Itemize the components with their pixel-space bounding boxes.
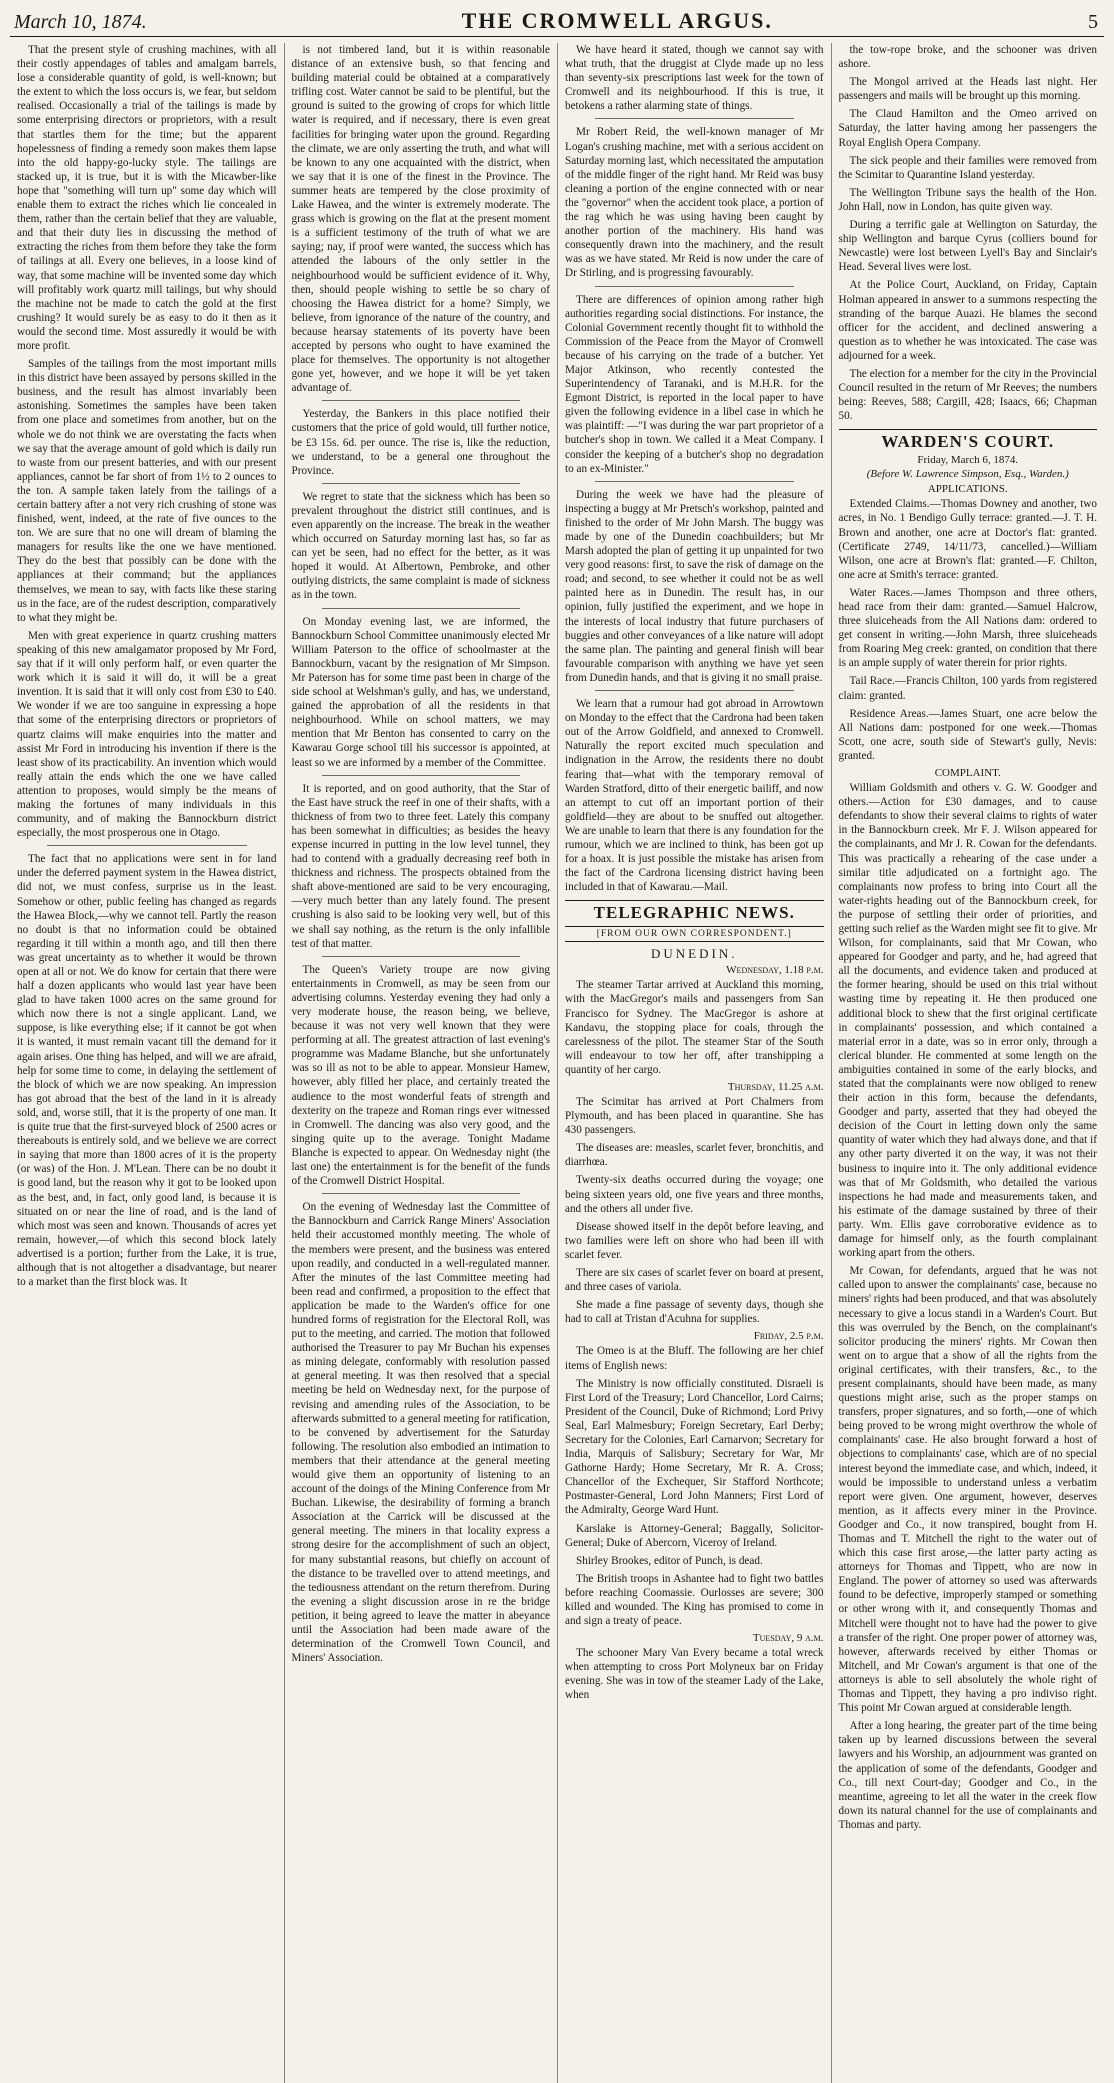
- telegraph-paragraph: The Scimitar has arrived at Port Chalmers from Plymouth, and has been placed in quarantine. She has 430 passengers.: [565, 1096, 824, 1137]
- column-rule: [322, 1193, 521, 1194]
- section-rule: [839, 429, 1098, 430]
- article-paragraph: The Queen's Variety troupe are now giving entertainments in Cromwell, as may be seen from our advertising columns. Yesterday evening they had only a very moderate house, the reason being, we believe, because it was not very well known that they were performing at all. The greatest attraction of last evening's programme was Madame Blanche, but she unfortunately was so ill as not to be able to appear. Monsieur Hamew, however, ably filled her place, and certainly treated the audience to the most wonderful feats of strength and dexterity on the trapeze and Roman rings ever witnessed in Cromwell. The dancing was also very good, and the singing quite up to the average. Tonight Madame Blanche is expected to appear. On Wednesday night (the last one) the entertainment is for the benefit of the funds of the Cromwell District Hospital.: [291, 963, 550, 1188]
- article-paragraph: On the evening of Wednesday last the Committee of the Bannockburn and Carrick Range Miners' Association held their accustomed monthly meeting. The whole of the members were present, and the business was entered upon readily, and conducted in a well-regulated manner. After the minutes of the last Committee meeting had been read and confirmed, a proposition to the effect that application be made to the Warden's office for one hundred forms of registration for the Electoral Roll, was put to the meeting, and carried. The motion that followed authorised the Treasurer to pay Mr Buchan his expenses as mining delegate, conformably with resolution passed at general meeting. It was then resolved that a special meeting be held on Wednesday next, for the purpose of revising and amending rules of the Association, to be afterwards submitted to a general meeting for ratification, to be convened by advertisement for the Saturday following. The resolution also embodied an intimation to members that their attendance at the general meeting would give them an opportunity of listening to an account of the doings of the Mining Conference from Mr Buchan. Likewise, the desirability of forming a branch Association at the Carrick will be discussed at the general meeting. The miners in that locality express a strong desire for the accomplishment of such an object, for many substantial reasons, but chiefly on account of the distance to be travelled over to attend meetings, and the tediousness attendant on the return therefrom. During the evening a slight discussion arose in re the bridge petition, it being agreed to leave the matter in abeyance until the Association had been made aware of the determination of the Cromwell Town Council, and Miners' Association.: [291, 1201, 550, 1665]
- article-paragraph: It is reported, and on good authority, that the Star of the East have struck the reef in one of their shafts, with a thickness of from two to three feet. Lately this company has been somewhat in difficulties; as besides the heavy expense incurred in putting in the low level tunnel, they had to contend with a gradually decreasing reef both in thickness and richness. The prospects obtained from the shaft above-mentioned are said to be very encouraging,—very much better than any lately found. The present crushing is also said to be looking very well, but of this we shall say nothing, as the return is the only infallible test of that matter.: [291, 782, 550, 950]
- telegraph-paragraph: The Claud Hamilton and the Omeo arrived on Saturday, the latter having among her passengers the Royal English Opera Company.: [838, 108, 1097, 149]
- article-paragraph: Mr Robert Reid, the well-known manager of Mr Logan's crushing machine, met with a serious accident on Saturday morning last, which necessitated the amputation of the middle finger of the right hand. Mr Reid was busy cleaning a portion of the engine connected with or near the "governor" when the accident took place, a portion of the rag which he was using having been caught by another portion of the machinery. His hand was consequently drawn into the machinery, and the result was as we have stated. Mr Reid is now under the care of Dr Stirling, and is progressing favourably.: [565, 126, 824, 280]
- wardens-court-date: Friday, March 6, 1874.: [917, 454, 1019, 467]
- article-paragraph: On Monday evening last, we are informed, the Bannockburn School Committee unanimously elected Mr William Paterson to the office of schoolmaster at the Bannockburn, vacant by the resignation of Mr Simpson. Mr Paterson has for some time past been in charge of the side school at Welshman's gully, and has, we understand, gained the approbation of all the residents in that neighbourhood. While on school matters, we may mention that Mr Benton has consented to carry on the Kawarau Gorge school till his successor is appointed, at least so we are informed by a member of the Committee.: [291, 615, 550, 769]
- columns: [10, 43, 1104, 2083]
- court-paragraph: After a long hearing, the greater part of the time being taken up by learned discussions between the several lawyers and his Worship, an adjournment was granted on the application of some of the defendants, Goodger and Co., till next Court-day; Goodger and Co., in the meantime, agreeing to let all the water in the creek flow down its natural channel for the use of complainants and Thomas and party.: [838, 1720, 1097, 1831]
- telegraphic-dateline: DUNEDIN.: [651, 946, 738, 962]
- masthead: [10, 6, 1104, 37]
- masthead-title: THE CROMWELL ARGUS.: [461, 8, 773, 33]
- court-paragraph: Mr Cowan, for defendants, argued that he was not called upon to answer the complainants' case, because no miners' rights had been produced, and that was absolutely necessary to give a locus standi in a Warden's Court. But this was overruled by the Bench, on the complainant's solicitor producing the miners' rights. Mr Cowan then went on to argue that a show of all the rights from the original certificates, with their transfers, &c., to the present complainants, should have been made, as many questions might arise, such as the proper stamps on transfers, proper signatures, and so forth,—one of which being proved to be wrong might overthrow the whole of complainants' case. He also brought forward a host of objections to complainants' case, which are of no special interest beyond the immediate case, and which, indeed, it would be impossible to understand unless a verbatim report were given. One argument, however, deserves mention, as it affects every miner in the Province. Goodger and Co., it now transpired, bought from H. Thomas and T. Mitchell the right to the water out of which this case first arose,—the latter party acting as attorneys for Thomas and Tippett, who are now in England. The power of attorney so used was afterwards found to be defective, improperly stamped or something or other wrong with it, and consequently Thomas and Mitchell were thought not to have had the power to give a transfer of the right. One proper power of attorney was, however, afterwards received by either Thomas or Mitchell, and Mr Cowan's argument is that one of the attorneys is able to sell absolutely the whole right of Thomas and Tippett, they having a pro indiviso right. This point Mr Cowan argued at considerable length.: [838, 1265, 1097, 1715]
- column-rule: [322, 608, 521, 609]
- column-rule: [595, 286, 794, 287]
- wardens-court-title: WARDEN'S COURT.: [881, 432, 1055, 452]
- column-rule: [322, 400, 521, 401]
- article-paragraph: There are differences of opinion among rather high authorities regarding social distinctions. For instance, the Colonial Government recently thought fit to withhold the Commission of the Peace from the Mayor of Cromwell because of his carrying on the trade of a butcher. Yet Major Atkinson, who recently contested the Superintendency of Taranaki, and is M.H.R. for the Egmont District, is reported in the local paper to have given the following evidence in a libel case in which he was plaintiff: —"I was during the war part proprietor of a butcher's shop in town. We called it a Meat Company. I consider the keeping of a butcher's shop no degradation to an ex-Minister.": [565, 293, 824, 475]
- court-paragraph: Residence Areas.—James Stuart, one acre below the All Nations dam: postponed for one week.—Thomas Scott, one acre, south side of Stewart's gully, Nevis: granted.: [838, 707, 1097, 762]
- telegraph-paragraph: There are six cases of scarlet fever on board at present, and three cases of variola.: [565, 1267, 824, 1294]
- telegraph-paragraph: Disease showed itself in the depôt before leaving, and two families were left on shore who had been ill with scarlet fever.: [565, 1220, 824, 1261]
- article-paragraph: is not timbered land, but it is within reasonable distance of an extensive bush, so that fencing and building material could be obtained at a comparatively trifling cost. Water cannot be said to be plentiful, but the ground is suited to the growing of crops for which little water is required, and if necessary, there is even great facilities for bringing water upon the ground. Regarding the climate, we are only asserting the truth, and what will be known to any one acquainted with the district, when we say that it is one of the finest in the Province. The summer heats are tempered by the close proximity of Lake Hawea, and the winter is extremely moderate. The grass which is growing on the flat at the present moment is a sufficient testimony of the truth of what we are saying; nay, if proof were wanted, the success which has attended the labours of the only settler in the neighbourhood would be sufficient evidence of it. Why, then, should people wishing to settle be so chary of choosing the Hawea district for a home? Simply, we believe, from ignorance of the nature of the country, and because hearsay statements of its poverty have been accepted by persons who ought to have examined the place for themselves. The opportunity is not altogether gone yet, however, and we hope it will be yet taken advantage of.: [291, 44, 550, 395]
- article-paragraph: Yesterday, the Bankers in this place notified their customers that the price of gold would, till further notice, be £3 15s. 6d. per ounce. The rise is, like the reduction, we understand, to be a general one throughout the Province.: [291, 408, 550, 477]
- telegraph-paragraph: The Mongol arrived at the Heads last night. Her passengers and mails will be brought up this morning.: [838, 76, 1097, 103]
- article-paragraph: During the week we have had the pleasure of inspecting a buggy at Mr Pretsch's workshop, painted and finished to the order of Mr John Marsh. The buggy was made by one of the Dunedin coachbuilders; but Mr Marsh adopted the plan of getting it up unpainted for two very good reasons: first, to save the risk of damage on the road; and second, to see whether it could not be as well painted here as in Dunedin. The result has, in our opinion, fully justified the experiment, and we hope in the interests of local industry that future purchasers of buggies and other conveyances of a like nature will adopt the same plan. The painting and general finish will bear favourable comparison with anything we have yet seen from Dunedin hands, and that is giving it no small praise.: [565, 488, 824, 684]
- column-rule: [595, 690, 794, 691]
- column-rule: [595, 118, 794, 119]
- court-paragraph: Tail Race.—Francis Chilton, 100 yards from registered claim: granted.: [838, 675, 1097, 702]
- wardens-court-before: (Before W. Lawrence Simpson, Esq., Warden.): [866, 468, 1069, 481]
- court-paragraph: William Goldsmith and others v. G. W. Goodger and others.—Action for £30 damages, and to cause defendants to show their several claims to rights of water in the Bannockburn creek. Mr F. J. Wilson appeared for the complainants, and Mr J. R. Cowan for the defendants. This was practically a rehearing of the case under a similar title adjudicated on a fortnight ago. The complainants now profess to bring into Court all the water-rights heading out of the Bannockburn creek, for the purpose of settling their order of priorities, and getting such relief as the Warden might see fit to give. Mr Wilson, for complainants, said that Mr Cowan, who appeared for Goodger and party, and he, had agreed that all the documents, and evidence taken and produced at the former hearing, should be used on this trial without wasting time by repeating it. He then produced one additional block to shew that the first original certificate in complainants' possession, and which contained a material error in a date, was so in error only, through a clerical blunder. He commented at some length on the ambiguities contained in some of the early blocks, and stated that the complainants were now obliged to renew their action in this form, because the defendants, Goodger and party, asserted that they had obeyed the decision of the Court in letting down only the same quantity of water which they had always done, and that if any other party diverted it on the way, it was not their business to inquire into it. The only additional evidence was that of Mr Goldsmith, who detailed the various inspections he had made and measurements taken, and his estimate of the damage sustained by three of their party. Wm. Ellis gave corroborative evidence as to damage for himself only, as the fourth complainant working apart from the others.: [838, 782, 1097, 1260]
- article-paragraph: Men with great experience in quartz crushing matters speaking of this new amalgamator proposed by Mr Ford, say that if it will only perform half, or even quarter the work which it is said it will do, it will be a great invention. It is said that it will only cost from £30 to £40. We wonder if we are too sanguine in expressing a hope that some of the enterprising directors or proprietors of quartz claims will make enquiries into the matter and assist Mr Ford in introducing his invention if there is the least show of its practicability. An invention which would really attain the ends which the one we have called attention to proposes, would simply be the means of making the fortunes of many individuals in this community, and of making the Bannockburn district especially, the most prosperous one in Otago.: [17, 629, 277, 840]
- column-rule: [47, 845, 247, 846]
- column-rule: [322, 483, 521, 484]
- telegraphic-time: Tuesday, 9 a.m.: [752, 1632, 824, 1645]
- page-number: 5: [1087, 11, 1098, 33]
- article-paragraph: The fact that no applications were sent in for land under the deferred payment system in the Hawea district, did not, we must confess, surprise us in the least. Somehow or other, public feeling has changed as regards the Hawea Block,—why we cannot tell. Partly the reason no doubt is that no information could be obtained regarding it till within a month ago, and till then there was great uncertainty as to whether it would be thrown open at all or not. We do know for certain that there were half a dozen applicants who would last year have been glad to have taken 1000 acres on the same ground for which now there is not a single applicant. Land, we suppose, is like everything else; if it cannot be got when it is wanted, it must remain vacant till the demand for it again arises. One thing has helped, and will we are afraid, help for some time to come, in delaying the settlement of the block of which we are now speaking. An impression has got abroad that the best of the land in it is already sold, and, worse still, that it is the property of one man. It is quite true that the first-surveyed block of 2500 acres or thereabouts is entirely sold, and we believe we are correct in saying that more than 1800 acres of it is the property (or was) of the Hon. J. M'Lean. There can be no doubt it is good land, but the reason why it got to be looked upon as the best, and, in fact, only good land, is because it is situated on or near the line of road, and is the land of which most was seen and known. Thousands of acres yet remain, however,—of which this second block lately advertised is a portion; further from the Lake, it is true, although that is not altogether a disadvantage, but nearer to a market than the first block was. It: [17, 853, 277, 1289]
- telegraph-paragraph: Karslake is Attorney-General; Baggally, Solicitor-General; Duke of Abercorn, Viceroy of Ireland.: [565, 1522, 824, 1549]
- article-paragraph: We regret to state that the sickness which has been so prevalent throughout the district still continues, and is even apparently on the increase. The break in the weather which occurred on Saturday morning last has, so far as can yet be seen, had no effect for the better, as it was hoped it would. At Albertown, Pembroke, and other outlying districts, the same complaint is made of sickness as in the town.: [291, 490, 550, 602]
- telegraph-paragraph: The Wellington Tribune says the health of the Hon. John Hall, now in London, has quite given way.: [838, 186, 1097, 213]
- telegraph-paragraph: During a terrific gale at Wellington on Saturday, the ship Wellington and barque Cyrus (colliers bound for Newcastle) were lost between Lyell's Bay and Sinclair's Head. Several lives were lost.: [838, 219, 1097, 274]
- telegraph-paragraph: She made a fine passage of seventy days, though she had to call at Tristan d'Acuhna for supplies.: [565, 1299, 824, 1326]
- column-rule: [322, 956, 521, 957]
- telegraph-paragraph: Shirley Brookes, editor of Punch, is dead.: [576, 1554, 763, 1567]
- court-paragraph: Extended Claims.—Thomas Downey and another, two acres, in No. 1 Bendigo Gully terrace: granted.—J. T. H. Brown and another, one acre at Doctor's flat: granted. (Certificate 2749, 14/11/73, cancelled.)—William Wilson, one acre at Brown's flat: granted.—F. Chilton, one acre at Smith's terrace: granted.: [838, 498, 1097, 581]
- column-3: [557, 43, 831, 2083]
- column-rule: [322, 775, 521, 776]
- article-paragraph: Samples of the tailings from the most important mills in this district have been assayed by persons skilled in the business, and the result has almost invariably been astonishing. Sometimes the samples have been taken from one place and sometimes from another, but on the whole we do not think we are overstating the facts when we say that the average amount of gold which is daily run to waste from our present batteries, and with our present appliances, cannot be far short of from 1½ to 2 ounces to the ton. A sample taken lately from the tailings of a certain battery after a not very rich crushing of stone was finished, went, indeed, at the rate of five ounces to the ton. We are sure that no one will dream of blaming the managers for results like the one we have mentioned. They do the best that possibly can be done with the appliances at their command; but the appliances themselves, we mean to say, with facts like these staring us in the face, are of the rudest description, comparatively to what they might be.: [17, 358, 277, 624]
- complaint-heading: COMPLAINT.: [934, 767, 1001, 780]
- telegraph-paragraph: The election for a member for the city in the Provincial Council resulted in the return of Mr Reeves; the numbers being: Reeves, 588; Cargill, 428; Isaacs, 66; Chapman 50.: [838, 367, 1097, 423]
- article-paragraph: We have heard it stated, though we cannot say with what truth, that the druggist at Clyde made up no less than seventy-six prescriptions last week for the town of Cromwell and its neighbourhood. If this is true, it betokens a rather alarming state of things.: [565, 44, 824, 113]
- applications-heading: APPLICATIONS.: [927, 483, 1008, 496]
- column-rule: [595, 481, 794, 482]
- article-paragraph: We learn that a rumour had got abroad in Arrowtown on Monday to the effect that the Cardrona had been taken out of the Arrow Goldfield, and annexed to Cromwell. Naturally the report excited much speculation and indignation in the Arrow, the residents there no doubt fearing that—what with the temporary removal of Warden Stratford, ditto of their energetic bailiff, and now an attempt to cut off an important portion of their goldfield—they are about to be snuffed out altogether. We are unable to learn that there is any foundation for the rumour, which we are inclined to think, has been got up for a hoax. It is just possible the mistake has arisen from the fact of the Cardrona licensing district having been included in that of Kawarau.—Mail.: [565, 698, 824, 894]
- section-rule: [565, 900, 824, 901]
- telegraphic-source: [FROM OUR OWN CORRESPONDENT.]: [565, 926, 824, 942]
- article-paragraph: That the present style of crushing machines, with all their costly appendages of tables and amalgam barrels, lose a considerable quantity of gold, is well-known; but the extent to which the loss occurs is, we fear, but seldom realised. Occasionally a trial of the tailings is made by some enterprising directors or proprietors, with a result that startles them for the time; but the apparent hopelessness of finding a remedy soon makes them lapse into the old happy-go-lucky style. The tailings are stacked up, it is true, but it is with the Micawber-like hope that "something will turn up" some day which will enable them to extract the riches which lie concealed in them, rather than the certain belief that they are valuable, and that their duty lies in discussing the method of extracting the riches from them before they take the form of tailings at all. Every one believes, in a loose kind of way, that some machine will be invented some day which will profitably work quartz mill tailings, but why should the machine not be made to catch the gold at the first crushing? It would surely be as easy to do it then as it would the second time. Most assuredly it would be with more profit.: [17, 44, 277, 352]
- telegraph-paragraph: The sick people and their families were removed from the Scimitar to Quarantine Island yesterday.: [838, 154, 1097, 181]
- telegraph-paragraph: The Omeo is at the Bluff. The following are her chief items of English news:: [565, 1345, 824, 1372]
- telegraph-paragraph: At the Police Court, Auckland, on Friday, Captain Holman appeared in answer to a summons respecting the stranding of the barque Auazi. He blames the second officer for the accident, and declined answering a question as to whether he was intoxicated. The case was adjourned for a week.: [838, 279, 1097, 362]
- masthead-date: March 10, 1874.: [14, 11, 147, 33]
- telegraph-paragraph: Twenty-six deaths occurred during the voyage; one being sixteen years old, one five years and three months, and the others all under five.: [565, 1174, 824, 1215]
- court-paragraph: Water Races.—James Thompson and three others, head race from their dam: granted.—Samuel Halcrow, three sluiceheads from the All Nations dam: ordered to get consent in writing.—John Marsh, three sluiceheads from Roaring Meg creek: granted, on condition that there is an ample supply of water therein for prior rights.: [838, 586, 1097, 670]
- telegraph-paragraph: The steamer Tartar arrived at Auckland this morning, with the MacGregor's mails and passengers from San Francisco for Sydney. The MacGregor is ashore at Kandavu, the stopping place for coals, through the carelessness of the pilot. The steamer Star of the South will endeavour to tow her off, after transhipping a quantity of her cargo.: [565, 979, 824, 1076]
- telegraph-paragraph: The schooner Mary Van Every became a total wreck when attempting to cross Port Molyneux bar on Friday evening. She was in tow of the steamer Lady of the Lake, when: [565, 1647, 824, 1702]
- column-4: [831, 43, 1105, 2083]
- telegraph-paragraph: The diseases are: measles, scarlet fever, bronchitis, and diarrhœa.: [565, 1142, 824, 1169]
- telegraphic-title: TELEGRAPHIC NEWS.: [593, 903, 795, 923]
- column-1: [10, 43, 284, 2083]
- telegraph-paragraph: the tow-rope broke, and the schooner was driven ashore.: [838, 44, 1097, 71]
- telegraph-paragraph: The Ministry is now officially constituted. Disraeli is First Lord of the Treasury; Lord Chancellor, Lord Cairns; President of the Council, Duke of Richmond; Lord Privy Seal, Earl Malmesbury; Foreign Secretary, Earl Derby; Secretary for the Colonies, Earl Carnarvon; Secretary for India, Marquis of Salisbury; Secretary for War, Mr Gathorne Hardy; Home Secretary, Mr R. A. Cross; Chancellor of the Exchequer, Sir Stafford Northcote; Postmaster-General, Lord John Manners; First Lord of the Admiralty, George Ward Hunt.: [565, 1377, 824, 1517]
- telegraphic-time: Thursday, 11.25 a.m.: [727, 1081, 824, 1093]
- telegraphic-time: Wednesday, 1.18 p.m.: [726, 964, 824, 977]
- column-2: [284, 43, 558, 2083]
- telegraph-paragraph: The British troops in Ashantee had to fight two battles before reaching Coomassie. Ourlosses are severe; 300 killed and wounded. The King has promised to come in and sign a treaty of peace.: [565, 1572, 824, 1628]
- telegraphic-time: Friday, 2.5 p.m.: [753, 1330, 824, 1343]
